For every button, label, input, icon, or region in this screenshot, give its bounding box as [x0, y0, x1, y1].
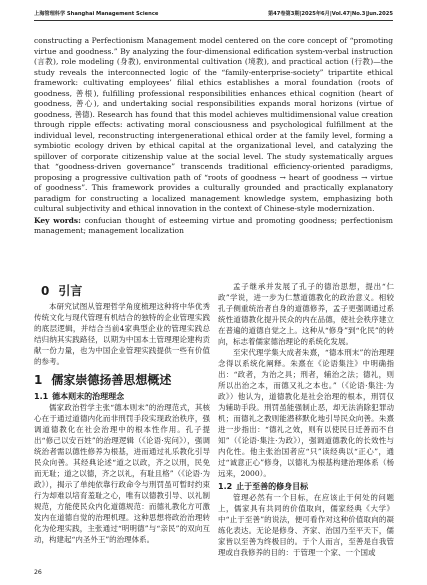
section-title: 引言	[58, 284, 83, 298]
subsection-title: 止于至善的修身目标	[236, 482, 309, 491]
right-column	[218, 281, 394, 558]
body-paragraph: 孟子继承并发展了孔子的德治思想，提出“仁政”学说，进一步为仁慧道德教化的政治意义。相较孔子侧重统治者自身的道德修养，孟子更强调通过系统性道德教化提升民众的内在品德，使社会秩序建立在普遍的道德自觉之上。这种从“修身”到“化民”的转向，标志着儒家德治理论的系统化发展。	[218, 282, 394, 346]
keywords-text: confucian thought of esteeming virtue and promoting goodness; perfectionism management; management localization	[34, 215, 393, 235]
section-number: 0	[41, 284, 50, 298]
subsection-heading-1-1	[34, 391, 210, 402]
section-title: 儒家崇德扬善思想概述	[51, 373, 172, 387]
section-heading-intro	[34, 283, 210, 299]
header-divider	[34, 20, 393, 21]
left-column	[34, 283, 210, 545]
subsection-title: 德本则末的治理理念	[52, 392, 125, 401]
section-heading-1	[34, 372, 210, 388]
english-abstract	[34, 36, 393, 237]
intro-paragraph: 本研究试图从管理哲学角度梳理这种将中华优秀传统文化与现代管理有机结合的独特的企业管理实践的底层逻辑，并结合当前4家典型企业的管理实践总结归纳其实践路径，以期为中国本土管理理论建构贡献一份力量，也为中国企业管理实践提供一些有价值的参考。	[34, 302, 210, 366]
page-number: 26	[34, 569, 42, 576]
subsection-heading-1-2	[218, 481, 394, 492]
section-number: 1	[34, 373, 43, 387]
keywords-label: Key words:	[34, 215, 81, 225]
keywords	[34, 216, 393, 237]
body-paragraph: 至宋代理学集大成者朱熹，“德本刑末”的治理理念得以系统化阐释。朱熹在《论语集注》中明确指出：“政者，为治之具；刑者，辅治之法；德礼，则所以出治之本，而德又礼之本也。”（《论语·集注·为政》）他认为，道德教化是社会治理的根本，刑罚仅为辅助手段。刑罚虽能强制止恶，却无法消除犯罪动机；而德礼之教则能潜移默化地引导民众向善。朱熹进一步指出：“德礼之效，则有以使民日迁善而不自知”（《论语·集注·为政》），强调道德教化的长效性与内化性。他主张治国者应“只”读经典以“正心”，通过“诚意正心”修身，以德礼为根基构建治理体系（杨远来，2000）。	[218, 348, 394, 478]
body-paragraph: 儒家政治哲学主张“德本则末”的治理范式，其核心在于通过道德内化而非刑罚手段实现政治秩序，强调道德教化在社会治理中的根本性作用。孔子提出“修己以安百姓”的治理逻辑（《论语·宪问》），强调统治者需以德性修养为根基，进而通过礼乐教化引导民众向善。其经典论述“道之以政，齐之以刑，民免而无耻；道之以德，齐之以礼，有耻且格”（《论语·为政》），揭示了单纯依靠行政命令与刑罚虽可暂时约束行为却难以培育羞耻之心，唯有以德教引导、以礼制规范，方能使民众内化道德规范：而德礼教化方可激发内在道德自觉的治理机理。这种思想将政治治理转化为伦理实践，主张通过“明明德”与“亲民”的双向互动，构建起“内圣外王”的治理体系。	[34, 403, 210, 544]
issue-info: 第47卷第3期|2025年6月|Vol.47|No.3|Jun.2025	[267, 11, 393, 17]
subsection-number: 1.1	[34, 392, 49, 401]
subsection-number: 1.2	[218, 482, 233, 491]
journal-title: 上海管理科学 Shanghai Management Science	[34, 11, 159, 17]
abstract-text: constructing a Perfectionism Management model centered on the core concept of “promoting virtue and goodness.” By analyzing the four-dimensional edification system-verbal instruction (言教), role modeling (身教), environmental cultivation (境教), and practical action (行教)—the study reveals the interconnected logic of the “family-enterprise-society” tripartite ethical framework: cultivating employees’ filial ethics establishes a moral foundation (roots of goodness, 善根), fulfilling professional responsibilities enhances ethical cognition (heart of goodness, 善心), and undertaking social responsibilities expands moral horizons (virtue of goodness, 善德). Research has found that this model achieves multidimensional value creation through ripple effects: activating moral consciousness and psychological fulfillment at the individual level, reconstructing intergenerational ethical order at the family level, forming a symbiotic ecology driven by ethical capital at the organizational level, and catalyzing the spillover of corporate citizenship value at the social level. The study systematically argues that “goodness-driven governance” transcends traditional efficiency-oriented paradigms, proposing a progressive cultivation path of “roots of goodness → heart of goodness → virtue of goodness”. This framework provides a culturally grounded and practically explanatory paradigm for constructing a localized management knowledge system, emphasizing both cultural subjectivity and ethical innovation in the context of Chinese-style modernization.	[34, 36, 393, 213]
body-paragraph: 管理必然有一个目标，在应该止于何处的问题上，儒家具有共同的价值取向，儒家经典《大学》中“止于至善”的说法，便可看作对这种价值取向的凝练化表达。无论是修身、齐家、治国乃至平天下，儒家皆以至善为终极目的。于个人而言，至善是自我管理或自我修养的目的：于管理一个家、一个国或	[218, 493, 394, 557]
